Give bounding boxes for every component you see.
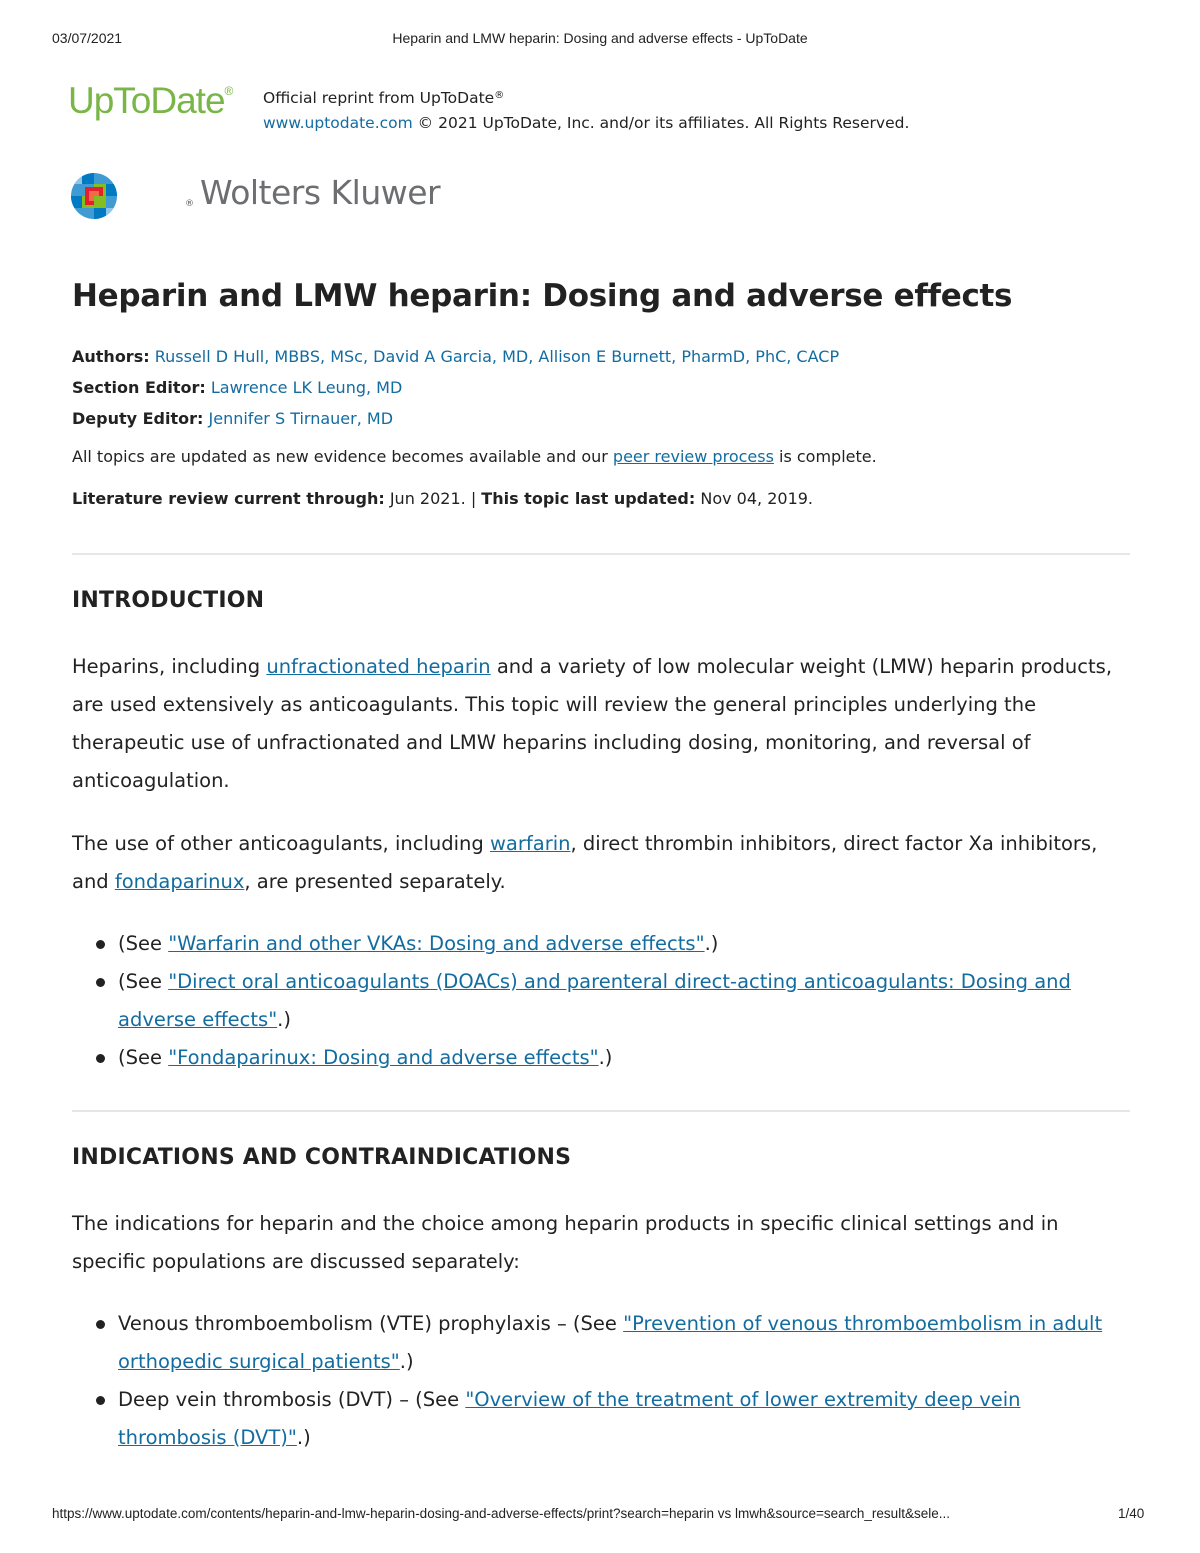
divider: [72, 1110, 1130, 1112]
list-item: [72, 1381, 1132, 1457]
see-prefix: (See: [118, 932, 169, 955]
list-item: [72, 925, 1132, 963]
section-editor-label: Section Editor:: [72, 378, 206, 397]
see-suffix: .): [296, 1426, 311, 1449]
deputy-editor-value[interactable]: Jennifer S Tirnauer, MD: [208, 409, 394, 428]
see-suffix: .): [598, 1046, 613, 1069]
update-note-pre: All topics are updated as new evidence becomes available and our: [72, 447, 613, 466]
reprint-notice: [263, 86, 909, 136]
print-url: https://www.uptodate.com/contents/heparin-and-lmw-heparin-dosing-and-adverse-effects/print?search=heparin vs lmwh&source=search_result&sele...: [52, 1506, 950, 1521]
list-item: [72, 1305, 1132, 1381]
authors-value[interactable]: Russell D Hull, MBBS, MSc, David A Garcia, MD, Allison E Burnett, PharmD, PhC, CACP: [154, 347, 840, 366]
doac-topic-link[interactable]: "Direct oral anticoagulants (DOACs) and parenteral direct-acting anticoagulants: Dosing and adverse effects": [118, 970, 1071, 1031]
introduction-paragraph-2: [72, 825, 1132, 901]
last-updated-value: Nov 04, 2019.: [695, 489, 814, 508]
intro-p1-post: and a variety of low molecular weight (LMW) heparin products, are used extensively as anticoagulants. This topic will review the general principles underlying the therapeutic use of unfractionated and LMW heparins including dosing, monitoring, and reversal of anticoagulation.: [72, 655, 1113, 792]
article-title: Heparin and LMW heparin: Dosing and adverse effects: [72, 278, 1013, 314]
see-prefix: (See: [118, 970, 169, 993]
introduction-see-also-list: [72, 925, 1132, 1077]
intro-p2-a: The use of other anticoagulants, including: [72, 832, 490, 855]
fondaparinux-topic-link[interactable]: "Fondaparinux: Dosing and adverse effects": [168, 1046, 599, 1069]
see-suffix: .): [277, 1008, 291, 1031]
rights-text: © 2021 UpToDate, Inc. and/or its affiliates. All Rights Reserved.: [412, 114, 910, 132]
section-editor-value[interactable]: Lawrence LK Leung, MD: [210, 378, 403, 397]
see-suffix: .): [704, 932, 719, 955]
vte-prevention-topic-link[interactable]: "Prevention of venous thromboembolism in adult orthopedic surgical patients": [118, 1312, 1103, 1373]
list-item: [72, 963, 1132, 1039]
authors-label: Authors:: [72, 347, 150, 366]
peer-review-link[interactable]: peer review process: [612, 447, 774, 466]
print-page-title: Heparin and LMW heparin: Dosing and adverse effects - UpToDate: [392, 30, 808, 46]
uptodate-site-link[interactable]: www.uptodate.com: [263, 114, 413, 132]
deputy-editor-label: Deputy Editor:: [72, 409, 204, 428]
intro-p1-pre: Heparins, including: [72, 655, 267, 678]
fondaparinux-link[interactable]: fondaparinux: [114, 870, 245, 893]
review-dates: [72, 489, 813, 508]
wolters-kluwer-reg: ®: [185, 199, 194, 209]
lit-review-value: Jun 2021. |: [384, 489, 482, 508]
indication-text: Venous thromboembolism (VTE) prophylaxis – (See: [118, 1312, 624, 1335]
reprint-line: Official reprint from UpToDate: [263, 89, 495, 107]
warfarin-link[interactable]: warfarin: [489, 832, 571, 855]
unfractionated-heparin-link[interactable]: unfractionated heparin: [266, 655, 491, 678]
lit-review-label: Literature review current through:: [72, 489, 385, 508]
uptodate-logo: [68, 80, 233, 122]
see-suffix: .): [399, 1350, 414, 1373]
introduction-paragraph-1: [72, 648, 1132, 800]
warfarin-topic-link[interactable]: "Warfarin and other VKAs: Dosing and adverse effects": [168, 932, 705, 955]
uptodate-logo-text: UpToDate: [68, 80, 225, 121]
last-updated-label: This topic last updated:: [481, 489, 696, 508]
dvt-treatment-topic-link[interactable]: "Overview of the treatment of lower extremity deep vein thrombosis (DVT)": [118, 1388, 1021, 1449]
intro-p2-b: , direct thrombin inhibitors, direct factor Xa inhibitors, and: [72, 832, 1098, 893]
wolters-kluwer-logo-icon: [70, 172, 118, 220]
indications-list: [72, 1305, 1132, 1457]
list-item: [72, 1039, 1132, 1077]
reprint-reg: ®: [494, 90, 505, 101]
page-number: 1/40: [1118, 1506, 1145, 1521]
indications-heading: INDICATIONS AND CONTRAINDICATIONS: [72, 1145, 572, 1170]
introduction-heading: INTRODUCTION: [72, 588, 265, 613]
print-date: 03/07/2021: [52, 30, 123, 46]
article-credits: [72, 341, 839, 434]
indications-paragraph: The indications for heparin and the choice among heparin products in specific clinical settings and in specific populations are discussed separately:: [72, 1212, 1059, 1273]
divider: [72, 553, 1130, 555]
uptodate-logo-mark: ®: [224, 84, 234, 98]
wolters-kluwer-name: Wolters Kluwer: [200, 173, 441, 212]
indication-text: Deep vein thrombosis (DVT) – (See: [118, 1388, 466, 1411]
update-note-post: is complete.: [773, 447, 877, 466]
see-prefix: (See: [118, 1046, 169, 1069]
intro-p2-c: , are presented separately.: [244, 870, 506, 893]
update-note: [72, 447, 877, 466]
